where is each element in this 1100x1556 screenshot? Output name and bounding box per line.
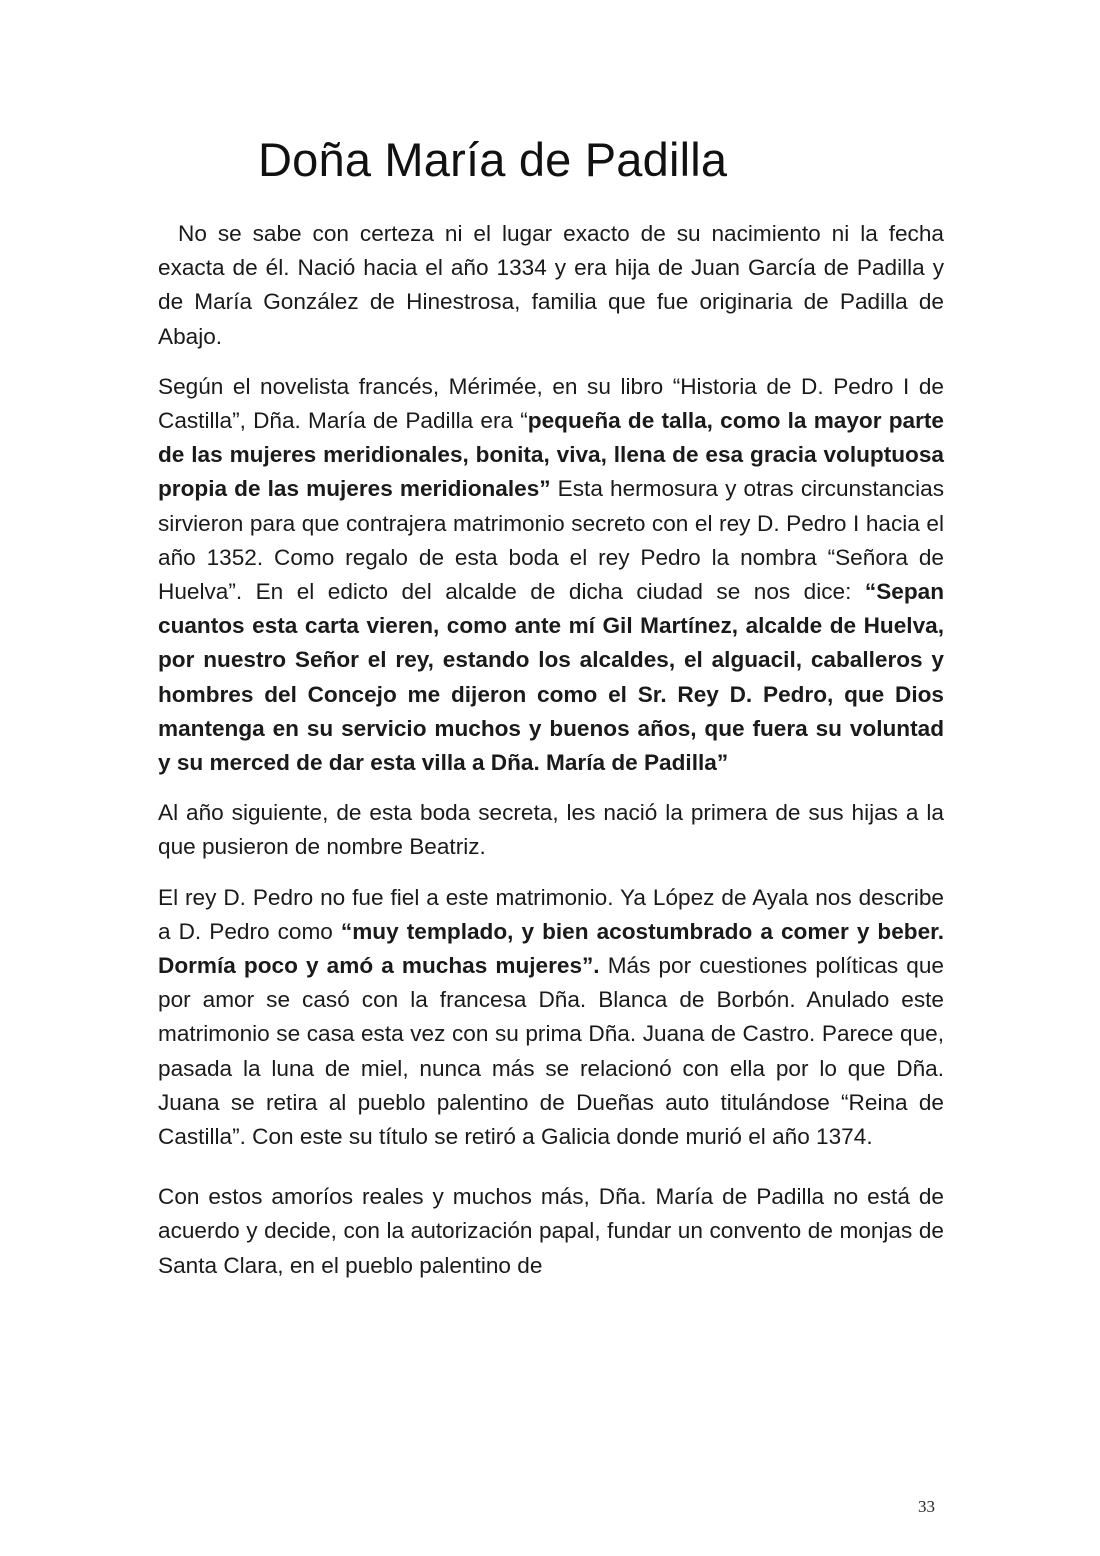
page-title: Doña María de Padilla — [258, 133, 728, 186]
text-run: Con estos amoríos reales y muchos más, Dña. María de Padilla no está de acuerdo y decide, con la autorización papal, fundar un convento de monjas de Santa Clara, en el pueblo palentino de — [158, 1184, 944, 1278]
paragraph-convent — [158, 1180, 944, 1283]
paragraph-beatriz — [158, 796, 944, 864]
text-run: El rey D. Pedro no fue fiel a este matrimonio. Ya López de Ayala nos describe a D. Pedro como — [158, 884, 944, 944]
text-run: Al año siguiente, de esta boda secreta, les nació la primera de sus hijas a la que pusieron de nombre Beatriz. — [158, 800, 944, 860]
paragraph-infidelity — [158, 881, 944, 1155]
text-run: Esta hermosura y otras circunstancias sirvieron para que contrajera matrimonio secreto con el rey D. Pedro I hacia el año 1352. Como regalo de esta boda el rey Pedro la nombra “Señora de Huelva”. En el edicto del alcalde de dicha ciudad se nos dice: — [158, 476, 944, 605]
text-run: Según el novelista francés, Mérimée, en su libro “Historia de D. Pedro I de Castilla”, Dña. María de Padilla era “ — [158, 373, 944, 434]
bold-quote-edict: “Sepan cuantos esta carta vieren, como ante mí Gil Martínez, alcalde de Huelva, por nuestro Señor el rey, estando los alcaldes, el alguacil, caballeros y hombres del Concejo me dijeron como el Sr. Rey D. Pedro, que Dios mantenga en su servicio muchos y buenos años, que fuera su voluntad y su merced de dar esta villa a Dña. María de Padilla” — [158, 579, 944, 776]
text-run: No se sabe con certeza ni el lugar exacto de su nacimiento ni la fecha exacta de él. Nació hacia el año 1334 y era hija de Juan García de Padilla y de María González de Hinestrosa, familia que fue originaria de Padilla de Abajo. — [158, 221, 944, 349]
bold-quote-description: pequeña de talla, como la mayor parte de las mujeres meridionales, bonita, viva, llena de esa gracia voluptuosa propia de las mujeres meridionales” — [158, 408, 944, 502]
page-number: 33 — [918, 1497, 935, 1516]
bold-quote-ayala: “muy templado, y bien acostumbrado a comer y beber. Dormía poco y amó a muchas mujeres”. — [158, 918, 944, 979]
paragraph-birth — [158, 217, 944, 354]
body-text — [158, 217, 944, 1299]
text-run: Más por cuestiones políticas que por amor se casó con la francesa Dña. Blanca de Borbón. Anulado este matrimonio se casa esta vez con su prima Dña. Juana de Castro. Parece que, pasada la luna de miel, nunca más se relacionó con ella por lo que Dña. Juana se retira al pueblo palentino de Dueñas auto titulándose “Reina de Castilla”. Con este su título se retiró a Galicia donde murió el año 1374. — [158, 953, 944, 1150]
paragraph-merimee — [158, 370, 944, 780]
